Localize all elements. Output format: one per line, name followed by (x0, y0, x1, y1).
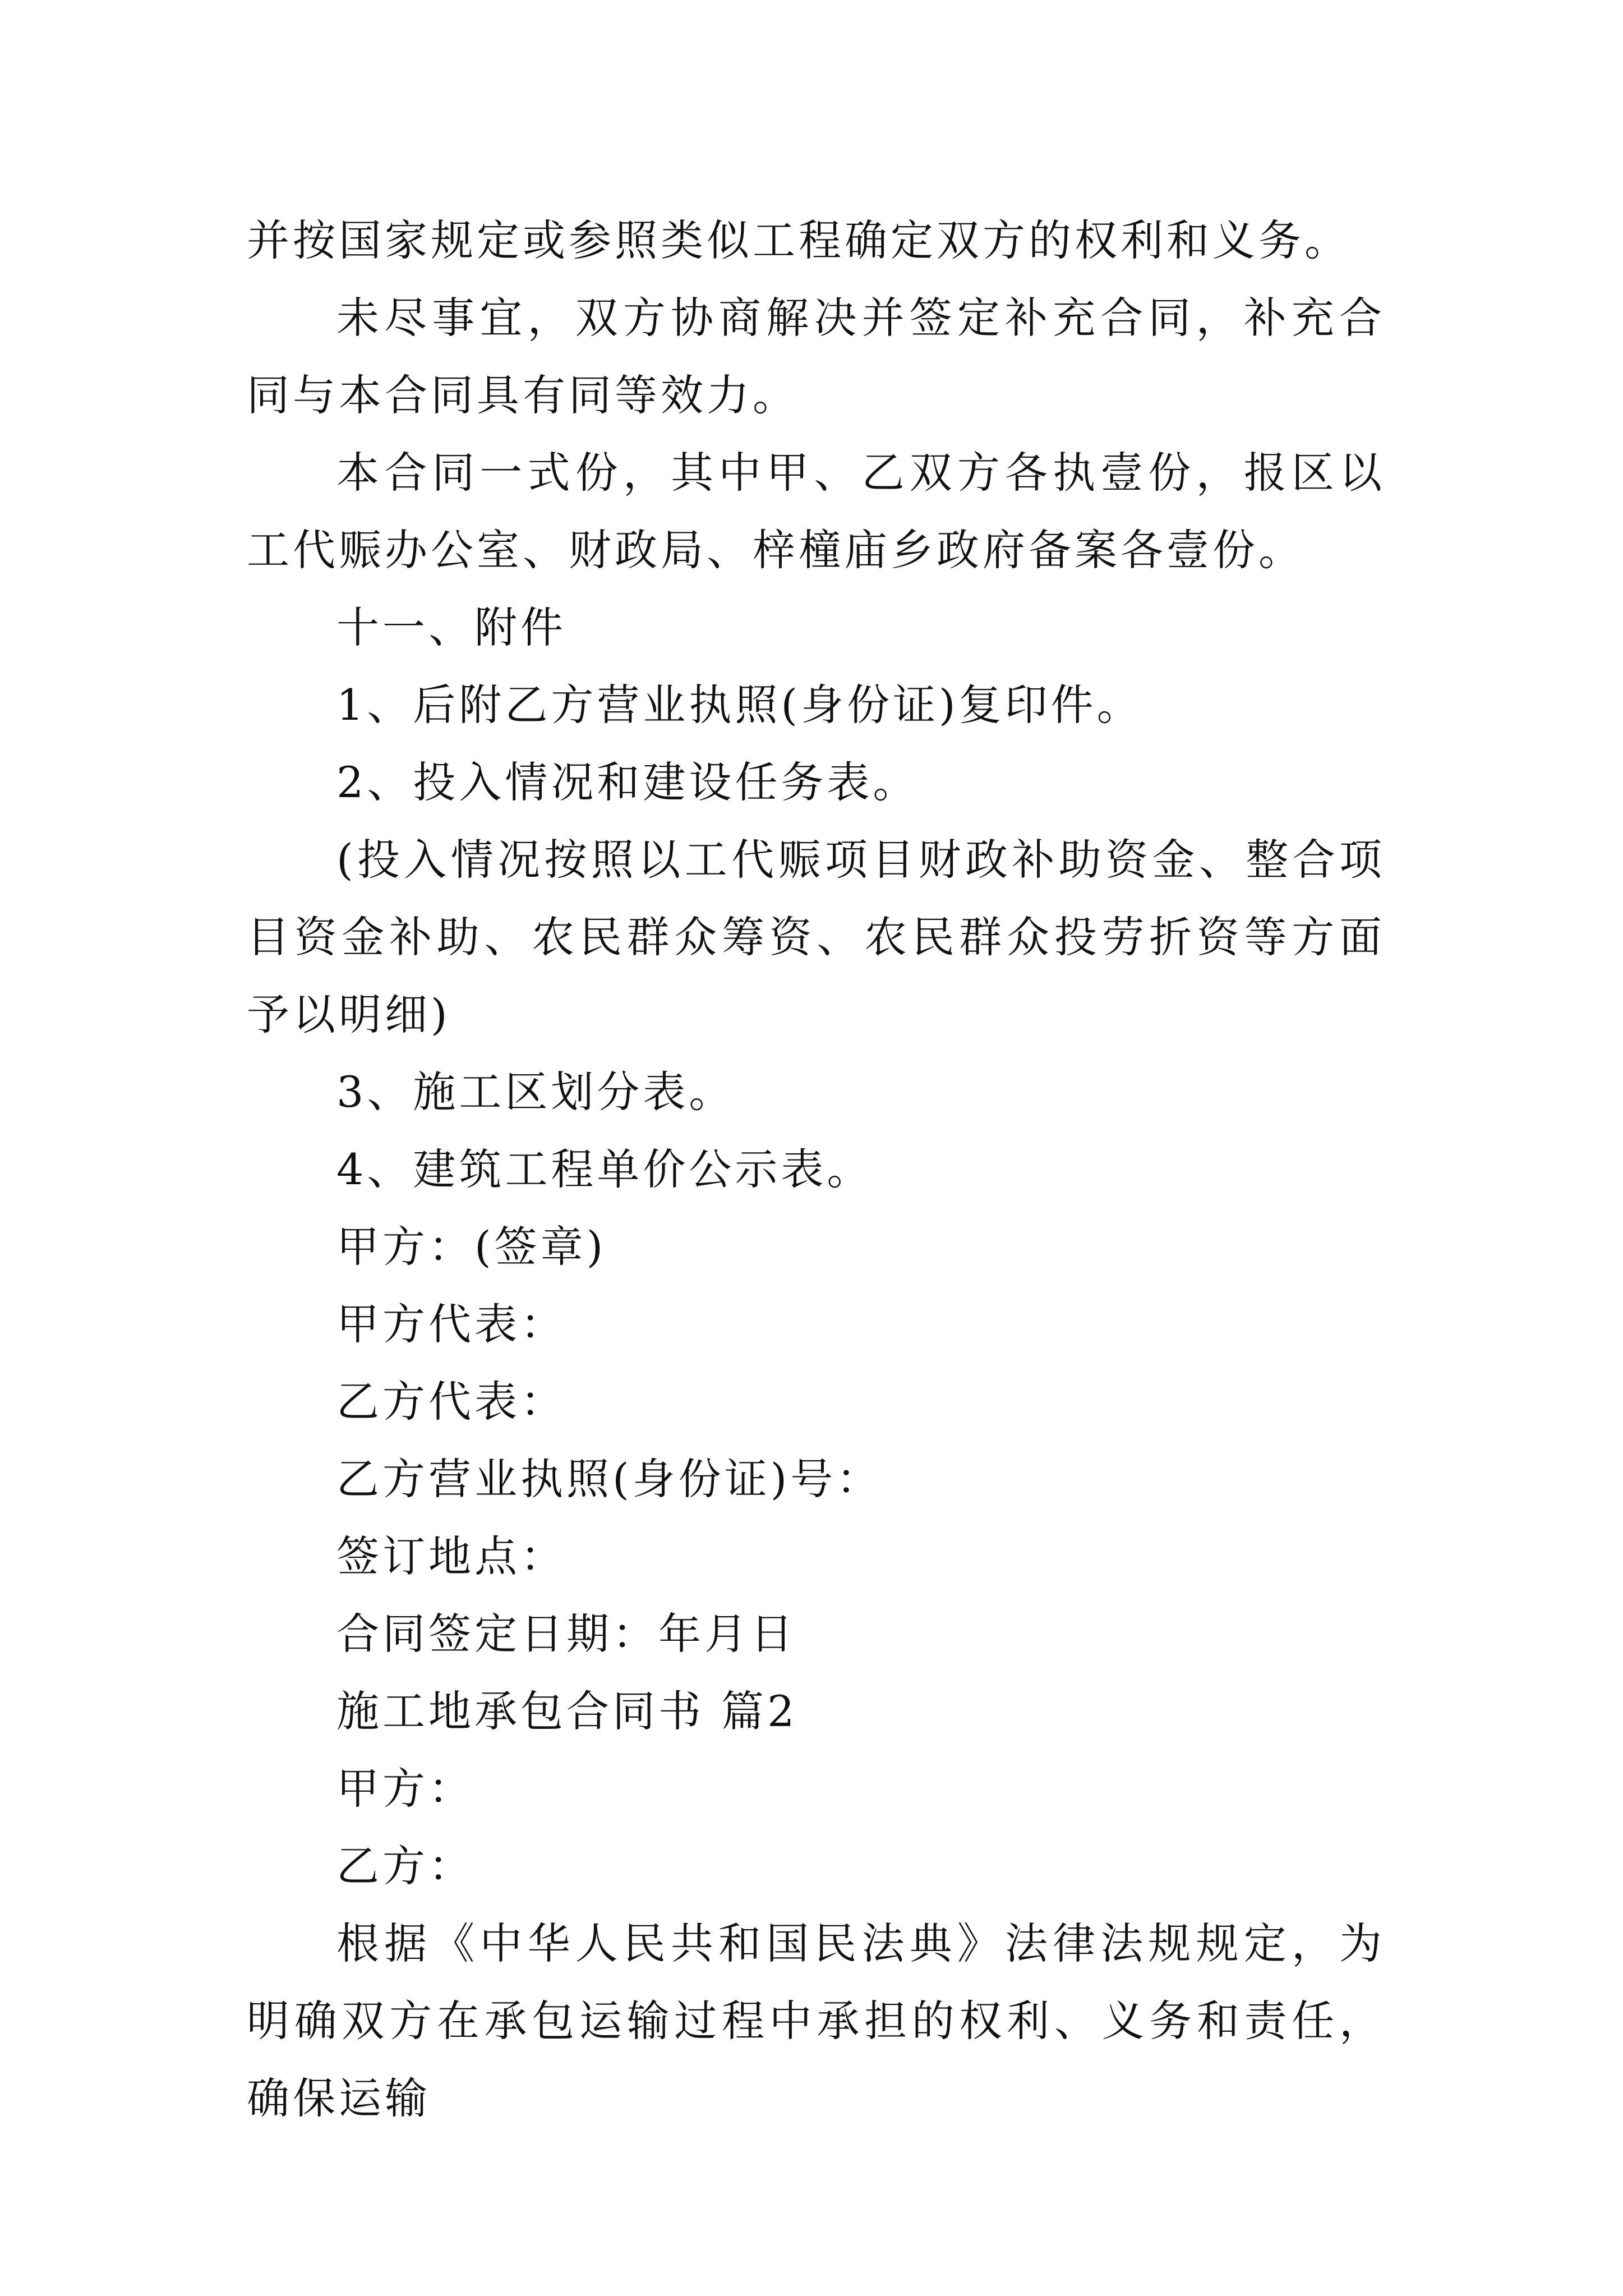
signature-field: 甲方代表： (336, 1299, 566, 1349)
section-heading: 十一、附件 (336, 602, 566, 652)
list-item: 4、建筑工程单价公示表。 (336, 1144, 873, 1194)
signature-field: 乙方代表： (336, 1377, 566, 1427)
signature-field: 甲方：(签章) (336, 1222, 607, 1272)
section-title: 施工地承包合同书 篇2 (336, 1686, 798, 1736)
paragraph: 根据《中华人民共和国民法典》法律法规规定，为明确双方在承包运输过程中承担的权利、义务和责任，确保运输 (247, 1918, 1385, 2123)
party-field: 乙方： (336, 1841, 474, 1891)
signature-field: 乙方营业执照(身份证)号： (336, 1454, 883, 1504)
list-item: 2、投入情况和建设任务表。 (336, 757, 919, 807)
paragraph: 并按国家规定或参照类似工程确定双方的权利和义务。 (247, 215, 1350, 265)
list-item: 1、后附乙方营业执照(身份证)复印件。 (336, 680, 1143, 730)
paragraph: (投入情况按照以工代赈项目财政补助资金、整合项目资金补助、农民群众筹资、农民群众投劳折资等方面予以明细) (247, 835, 1385, 1039)
document-body (247, 202, 1385, 2137)
paragraph: 本合同一式份，其中甲、乙双方各执壹份，报区以工代赈办公室、财政局、梓橦庙乡政府备案各壹份。 (247, 448, 1385, 575)
signature-field: 合同签定日期：年月日 (336, 1609, 796, 1659)
paragraph: 未尽事宜，双方协商解决并签定补充合同，补充合同与本合同具有同等效力。 (247, 293, 1385, 420)
signature-field: 签订地点： (336, 1531, 566, 1581)
party-field: 甲方： (336, 1764, 474, 1814)
list-item: 3、施工区划分表。 (336, 1067, 735, 1117)
